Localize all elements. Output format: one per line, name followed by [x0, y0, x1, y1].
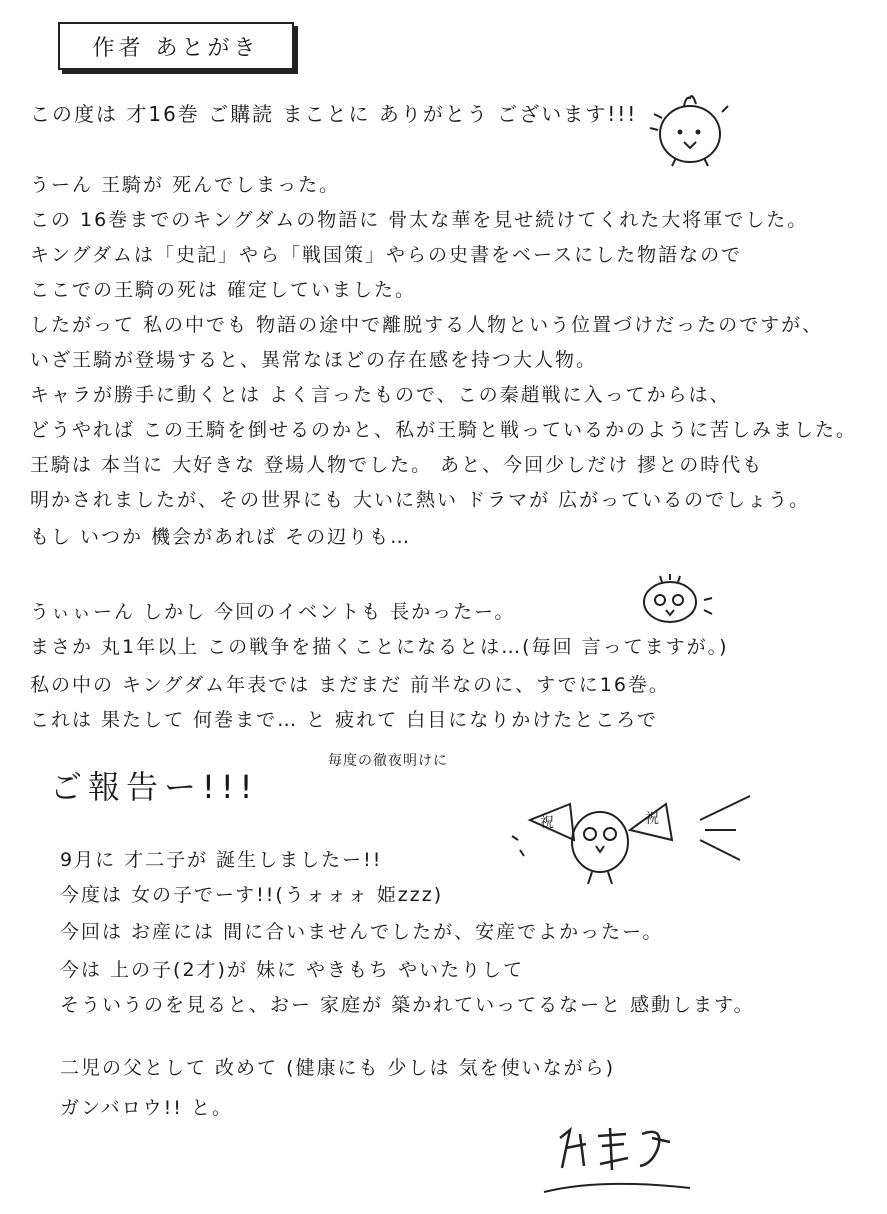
para3-line: 今度は 女の子でーす!!(うォォォ 姫zzz) — [60, 884, 444, 906]
para1-line: ここでの王騎の死は 確定していました。 — [30, 279, 417, 301]
flag-right-label: 祝 — [645, 811, 660, 827]
report-heading: ご報告ー!!! — [50, 768, 259, 806]
para3-line: 9月に 才二子が 誕生しましたー!! — [60, 849, 383, 871]
para1-line: もし いつか 機会があれば その辺りも… — [30, 526, 412, 548]
para3-line: 今回は お産には 間に合いませんでしたが、安産でよかったー。 — [60, 921, 664, 943]
celebrating-bird-doodle-icon — [500, 790, 760, 890]
para1-line: キングダムは「史記」やら「戦国策」やらの史書をベースにした物語なので — [30, 244, 743, 266]
flag-left-label: 祝 — [540, 815, 555, 831]
para1-line: 明かされましたが、その世界にも 大いに熱い ドラマが 広がっているのでしょう。 — [30, 489, 811, 511]
para2-line: うぃぃーん しかし 今回のイベントも 長かったー。 — [30, 601, 516, 623]
para1-line: 王騎は 本当に 大好きな 登場人物でした。 あと、今回少しだけ 摎との時代も — [30, 454, 764, 476]
para2-line: これは 果たして 何巻まで… と 疲れて 白目になりかけたところで — [30, 709, 659, 731]
para1-line: この 16巻までのキングダムの物語に 骨太な華を見せ続けてくれた大将軍でした。 — [30, 209, 809, 231]
para2-line: 私の中の キングダム年表では まだまだ 前半なのに、すでに16巻。 — [30, 674, 670, 696]
greeting-line: この度は 才16巻 ご購読 まことに ありがとう ございます!!! — [30, 102, 638, 126]
para1-line: どうやれば この王騎を倒せるのかと、私が王騎と戦っているかのように苦しみました。 — [30, 419, 858, 441]
para1-line: うーん 王騎が 死んでしまった。 — [30, 174, 341, 196]
para4-line: ガンバロウ!! と。 — [60, 1097, 233, 1119]
para3-line: 今は 上の子(2才)が 妹に やきもち やいたりして — [60, 959, 525, 981]
aside-note: 毎度の徹夜明けに — [328, 753, 448, 769]
small-bird-doodle-icon — [620, 570, 720, 630]
author-signature-icon — [540, 1108, 700, 1203]
para4-line: 二児の父として 改めて (健康にも 少しは 気を使いながら) — [60, 1057, 615, 1079]
para1-line: いざ王騎が登場すると、異常なほどの存在感を持つ大人物。 — [30, 349, 598, 371]
para3-line: そういうのを見ると、おー 家庭が 築かれていってるなーと 感動します。 — [60, 994, 755, 1016]
para1-line: キャラが勝手に動くとは よく言ったもので、この秦趙戦に入ってからは、 — [30, 384, 731, 406]
afterword-title: 作者 あとがき — [58, 22, 294, 70]
round-bird-doodle-icon — [640, 84, 740, 174]
para2-line: まさか 丸1年以上 この戦争を描くことになるとは…(毎回 言ってますが。) — [30, 636, 729, 658]
para1-line: したがって 私の中でも 物語の途中で離脱する人物という位置づけだったのですが、 — [30, 314, 824, 336]
